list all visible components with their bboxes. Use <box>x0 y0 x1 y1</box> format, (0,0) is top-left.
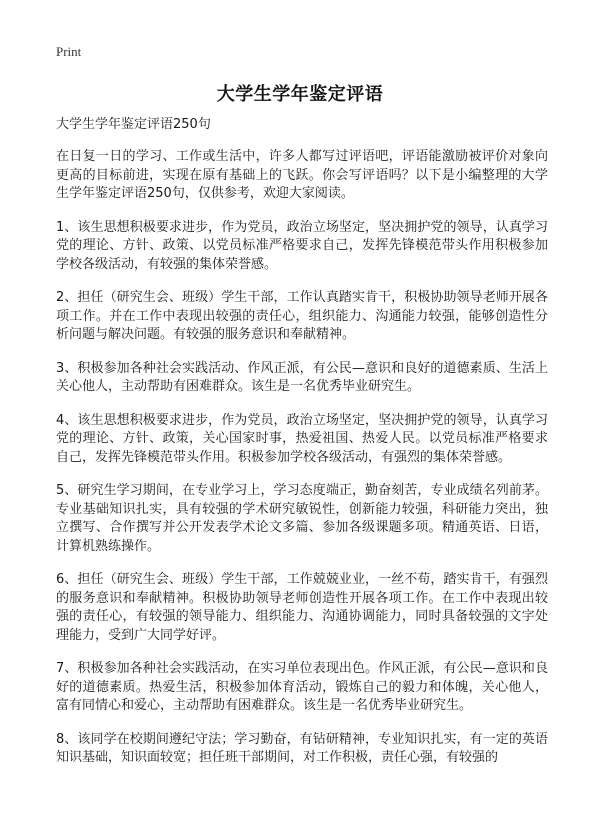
list-item: 5、研究生学习期间，在专业学习上，学习态度端正，勤奋刻苦，专业成绩名列前茅。专业基础知识扎实，具有较强的学术研究敏锐性，创新能力较强，科研能力突出，独立撰写、合作撰写并公开发表学术论文多篇、参加各级课题多项。精通英语、日语，计算机熟练操作。 <box>56 483 548 554</box>
document-body <box>56 116 548 783</box>
list-item: 1、该生思想积极要求进步，作为党员，政治立场坚定，坚决拥护党的领导，认真学习党的理论、方针、政策、以党员标准严格要求自己，发挥先锋模范带头作用积极参加学校各级活动，有较强的集体荣誉感。 <box>56 219 548 272</box>
intro-paragraph: 在日复一日的学习、工作或生活中，许多人都写过评语吧，评语能激励被评价对象向更高的目标前进，实现在原有基础上的飞跃。你会写评语吗？以下是小编整理的大学生学年鉴定评语250句，仅供参考，欢迎大家阅读。 <box>56 149 548 201</box>
list-item: 3、积极参加各种社会实践活动、作风正派，有公民—意识和良好的道德素质、生活上关心他人，主动帮助有困难群众。该生是一名优秀毕业研究生。 <box>56 360 548 394</box>
list-item: 8、该同学在校期间遵纪守法；学习勤奋，有钻研精神，专业知识扎实，有一定的英语知识基础，知识面较宽；担任班干部期间，对工作积极，责任心强，有较强的 <box>56 731 548 765</box>
print-link[interactable]: Print <box>56 44 82 59</box>
list-item: 7、积极参加各种社会实践活动，在实习单位表现出色。作风正派，有公民—意识和良好的道德素质。热爱生活，积极参加体育活动，锻炼自己的毅力和体魄，关心他人，富有同情心和爱心，主动帮助有困难群众。该生是一名优秀毕业研究生。 <box>56 661 548 713</box>
list-item: 6、担任（研究生会、班级）学生干部，工作兢兢业业，一丝不苟，踏实肯干，有强烈的服务意识和奉献精神。积极协助领导老师创造性开展各项工作。在工作中表现出较强的责任心，有较强的领导能力、组织能力、沟通协调能力，同时具备较强的文字处理能力，受到广大同学好评。 <box>56 572 548 643</box>
list-item: 2、担任（研究生会、班级）学生干部，工作认真踏实肯干，积极协助领导老师开展各项工作。并在工作中表现出较强的责任心，组织能力、沟通能力较强，能够创造性分析问题与解决问题。有较强的服务意识和奉献精神。 <box>56 290 548 342</box>
list-item: 4、该生思想积极要求进步，作为党员，政治立场坚定，坚决拥护党的领导，认真学习党的理论、方针、政策，关心国家时事，热爱祖国、热爱人民。以党员标准严格要求自己，发挥先锋模范带头作用。积极参加学校各级活动，有强烈的集体荣誉感。 <box>56 412 548 465</box>
document-subtitle: 大学生学年鉴定评语250句 <box>56 117 211 132</box>
document-title: 大学生学年鉴定评语 <box>216 84 384 105</box>
